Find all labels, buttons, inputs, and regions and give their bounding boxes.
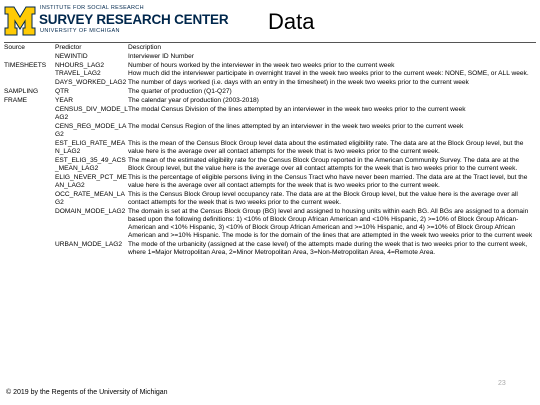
table-row — [4, 62, 536, 71]
predictor-cell: NHOURS_LAG2 — [55, 61, 105, 69]
table-row — [4, 53, 536, 62]
logo-center-text: SURVEY RESEARCH CENTER — [39, 12, 229, 27]
table-row — [4, 97, 536, 106]
source-cell — [4, 140, 55, 157]
table-header-row — [4, 44, 536, 53]
description-cell: This is the mean of the Census Block Group level data about the estimated eligibility rate. The data are at the Block Group level, but the value here is the average over all contact attempts for the week that is two weeks prior to the current week. — [128, 139, 524, 155]
predictor-cell: CENSUS_DIV_MODE_LAG2 — [55, 105, 128, 121]
table-row — [4, 140, 536, 157]
source-cell — [4, 123, 55, 140]
description-cell: The calendar year of production (2003-2018) — [128, 96, 259, 104]
source-cell: SAMPLING — [4, 87, 39, 95]
source-cell — [4, 191, 55, 208]
table-row — [4, 70, 536, 79]
copyright-footer: © 2019 by the Regents of the University of Michigan — [6, 389, 168, 396]
description-cell: The number of days worked (i.e. days with an entry in the timesheet) in the week two weeks prior to the current week — [128, 79, 469, 87]
source-cell — [4, 157, 55, 174]
block-m-logo-icon — [4, 4, 36, 38]
header-predictor: Predictor — [55, 44, 82, 51]
description-cell: How much did the interviewer participate in overnight travel in the week two weeks prior to the current week: NONE, SOME, or ALL week. — [128, 70, 529, 78]
predictor-cell: QTR — [55, 87, 69, 95]
description-cell: The mean of the estimated eligibility rate for the Census Block Group reported in the American Community Survey. The data are at the Block Group level, but the value here is the average over all contact attempts for the week that is two weeks prior to the current week. — [128, 156, 520, 172]
source-cell: FRAME — [4, 96, 28, 104]
page-title: Data — [268, 9, 315, 34]
predictor-cell: DAYS_WORKED_LAG2 — [55, 79, 127, 87]
predictor-cell: DOMAIN_MODE_LAG2 — [55, 207, 126, 215]
source-cell — [4, 208, 55, 241]
description-cell: The quarter of production (Q1-Q27) — [128, 87, 232, 95]
table-row — [4, 157, 536, 174]
table-row — [4, 241, 536, 258]
predictor-cell: YEAR — [55, 96, 73, 104]
page-number: 23 — [498, 380, 506, 387]
source-cell — [4, 53, 55, 62]
source-cell — [4, 241, 55, 258]
description-cell: Interviewer ID Number — [128, 52, 194, 60]
predictor-cell: OCC_RATE_MEAN_LAG2 — [55, 190, 125, 206]
source-cell — [4, 174, 55, 191]
predictor-cell: CENS_REG_MODE_LAG2 — [55, 122, 127, 138]
header-source: Source — [4, 44, 25, 51]
predictor-cell: NEWINTID — [55, 52, 88, 60]
header-divider — [4, 42, 536, 43]
predictor-cell: URBAN_MODE_LAG2 — [55, 240, 123, 248]
data-dictionary-table — [4, 44, 536, 258]
description-cell: This is the percentage of eligible persons living in the Census Tract who have never been married. The data are at the Tract level, but the value here is the average over all contact attempts for the week that is two weeks prior to the current week. — [128, 173, 528, 189]
header-description: Description — [128, 44, 161, 51]
logo-institute-text: INSTITUTE FOR SOCIAL RESEARCH — [40, 5, 144, 11]
source-cell — [4, 79, 55, 88]
table-row — [4, 88, 536, 97]
table-row — [4, 106, 536, 123]
predictor-cell: EST_ELIG_35_49_ACS_MEAN_LAG2 — [55, 156, 126, 172]
table-body — [4, 53, 536, 258]
source-cell — [4, 70, 55, 79]
source-cell: TIMESHEETS — [4, 61, 47, 69]
table-row — [4, 208, 536, 241]
description-cell: Number of hours worked by the interviewer in the week two weeks prior to the current week — [128, 61, 395, 69]
predictor-cell: ELIG_NEVER_PCT_MEAN_LAG2 — [55, 173, 127, 189]
table-row — [4, 123, 536, 140]
table-row — [4, 174, 536, 191]
description-cell: The modal Census Division of the lines attempted by an interviewer in the week two weeks prior to the current week — [128, 105, 466, 113]
srcc-logo — [4, 4, 229, 40]
table-row — [4, 79, 536, 88]
source-cell — [4, 106, 55, 123]
table-row — [4, 191, 536, 208]
description-cell: The modal Census Region of the lines attempted by an interviewer in the week two weeks prior to the current week — [128, 122, 464, 130]
predictor-cell: TRAVEL_LAG2 — [55, 70, 101, 78]
description-cell: The domain is set at the Census Block Group (BG) level and assigned to housing units within each BG. All BGs are assigned to a domain based upon the following definitions: 1) <10% of Block Group African American and <10% Hispanic, 2) >=10% of Block Group African-American and <10% Hispanic, 3) <10% of Block Group African American and >=10% Hispanic, and 4) >=10% of Block Group African American and >=10% Hispanic. The mode is for the domain of the lines that are attempted in the week two weeks prior to the current week — [128, 207, 533, 240]
logo-university-text: UNIVERSITY OF MICHIGAN — [40, 28, 120, 34]
description-cell: This is the Census Block Group level occupancy rate. The data are at the Block Group level, but the value here is the average over all contact attempts for the week that is two weeks prior to the current week. — [128, 190, 518, 206]
predictor-cell: EST_ELIG_RATE_MEAN_LAG2 — [55, 139, 126, 155]
description-cell: The mode of the urbanicity (assigned at the case level) of the attempts made during the week that is two weeks prior to the current week, where 1=Major Metropolitan Area, 2=Minor Metropolitan Area, 3=Non-Metropolitan Area, 4=Remote Area. — [128, 240, 528, 257]
